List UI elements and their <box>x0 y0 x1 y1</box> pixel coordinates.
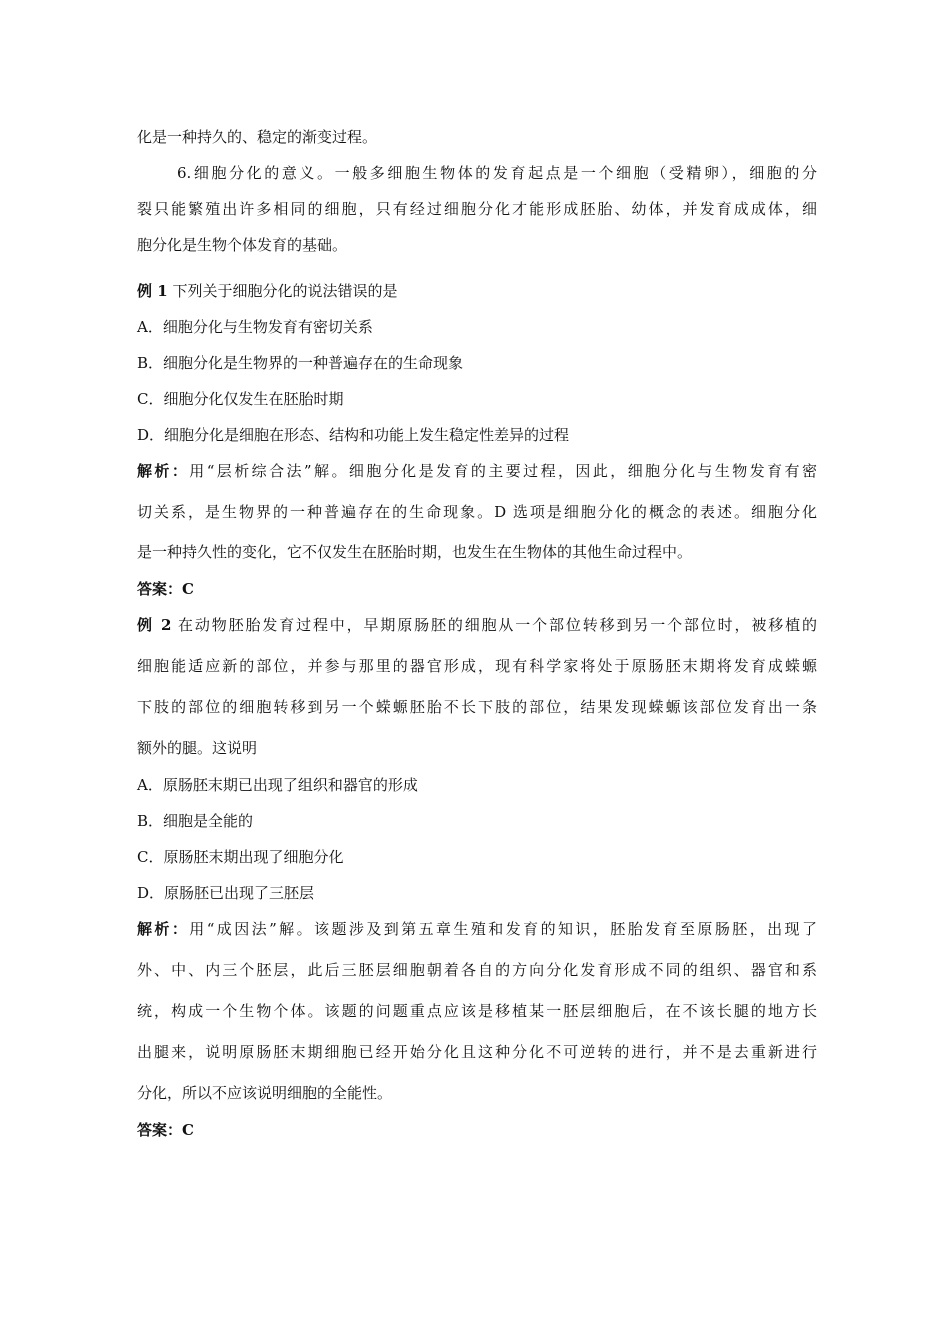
example-1-option-c: C．细胞分化仅发生在胚胎时期 <box>137 390 344 408</box>
example-2-analysis-text: 用“成因法”解。该题涉及到第五章生殖和发育的知识，胚胎发育至原肠胚，出现了 <box>189 920 817 938</box>
paragraph-6-line-3: 胞分化是生物个体发育的基础。 <box>137 236 348 254</box>
example-2-question-line-4: 额外的腿。这说明 <box>137 739 258 757</box>
example-1-answer-value: C <box>182 580 194 598</box>
example-1-question <box>137 281 817 301</box>
example-2-answer-label: 答案： <box>137 1121 183 1139</box>
example-2-analysis-label: 解析： <box>137 920 190 938</box>
example-1-answer-label: 答案： <box>137 580 183 598</box>
example-2-option-d: D．原肠胚已出现了三胚层 <box>137 884 315 902</box>
example-2-option-b: B．细胞是全能的 <box>137 812 254 830</box>
example-1-analysis-text: 用“层析综合法”解。细胞分化是发育的主要过程，因此，细胞分化与生物发育有密 <box>189 462 817 480</box>
example-1-analysis-label: 解析： <box>137 462 190 480</box>
example-2-question-line-2: 细胞能适应新的部位，并参与那里的器官形成，现有科学家将处于原肠胚末期将发育成蝾螈 <box>137 657 817 675</box>
example-2-option-c: C．原肠胚末期出现了细胞分化 <box>137 848 344 866</box>
example-2-option-a: A．原肠胚末期已出现了组织和器官的形成 <box>137 776 418 794</box>
example-1-option-d: D．细胞分化是细胞在形态、结构和功能上发生稳定性差异的过程 <box>137 426 570 444</box>
example-2-analysis-line-2: 外、中、内三个胚层，此后三胚层细胞朝着各自的方向分化发育形成不同的组织、器官和系 <box>137 961 817 979</box>
example-2-analysis-line-5: 分化，所以不应该说明细胞的全能性。 <box>137 1084 393 1102</box>
example-2-analysis-line-3: 统，构成一个生物个体。该题的问题重点应该是移植某一胚层细胞后，在不该长腿的地方长 <box>137 1002 817 1020</box>
example-1-option-b: B．细胞分化是生物界的一种普遍存在的生命现象 <box>137 354 464 372</box>
paragraph-6-line-2: 裂只能繁殖出许多相同的细胞，只有经过细胞分化才能形成胚胎、幼体，并发育成成体，细 <box>137 200 817 218</box>
example-2-label: 例 2 <box>137 616 172 634</box>
example-1-question-text: 下列关于细胞分化的说法错误的是 <box>172 282 398 300</box>
example-2-answer <box>137 1120 817 1140</box>
example-1-analysis-line-3: 是一种持久性的变化，它不仅发生在胚胎时期，也发生在生物体的其他生命过程中。 <box>137 543 693 561</box>
example-2-question-text: 在动物胚胎发育过程中，早期原肠胚的细胞从一个部位转移到另一个部位时，被移植的 <box>178 616 817 634</box>
example-1-analysis-line-1 <box>137 461 817 481</box>
example-2-analysis-line-1 <box>137 919 817 939</box>
example-1-option-a: A．细胞分化与生物发育有密切关系 <box>137 318 373 336</box>
example-2-answer-value: C <box>182 1121 194 1139</box>
example-2-question-line-3: 下肢的部位的细胞转移到另一个蝾螈胚胎不长下肢的部位，结果发现蝾螈该部位发育出一条 <box>137 698 817 716</box>
paragraph-6-line-1: 6.细胞分化的意义。一般多细胞生物体的发育起点是一个细胞（受精卵），细胞的分 <box>177 164 817 182</box>
example-1-analysis-line-2: 切关系，是生物界的一种普遍存在的生命现象。D 选项是细胞分化的概念的表述。细胞分化 <box>137 503 817 521</box>
example-2-analysis-line-4: 出腿来，说明原肠胚末期细胞已经开始分化且这种分化不可逆转的进行，并不是去重新进行 <box>137 1043 817 1061</box>
intro-line: 化是一种持久的、稳定的渐变过程。 <box>137 128 378 146</box>
example-2-question-line-1 <box>137 615 817 635</box>
example-1-label: 例 1 <box>137 282 168 300</box>
example-1-answer <box>137 579 817 599</box>
